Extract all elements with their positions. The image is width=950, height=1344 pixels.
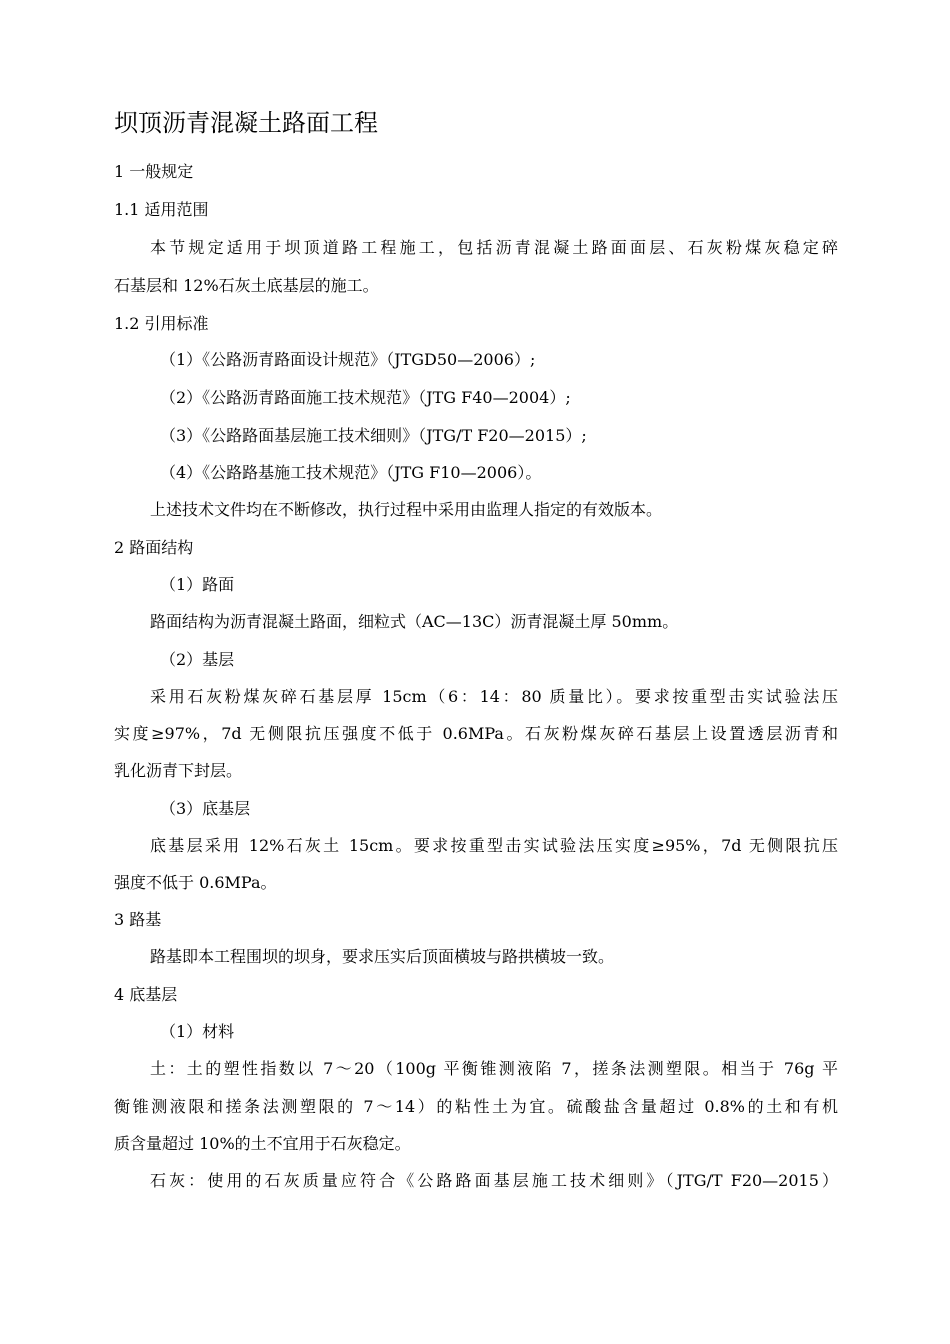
section-heading: 1 一般规定 — [114, 162, 194, 181]
paragraph-line: 衡锥测液限和搓条法测塑限的 7～14）的粘性土为宜。硫酸盐含量超过 0.8%的土和有机 — [114, 1097, 838, 1116]
section-heading: 2 路面结构 — [114, 538, 194, 557]
list-item: （1）材料 — [160, 1022, 235, 1041]
reference-item: （2）《公路沥青路面施工技术规范》（JTG F40—2004）; — [160, 388, 571, 407]
paragraph-line: 土：土的塑性指数以 7～20（100g 平衡锥测液陷 7，搓条法测塑限。相当于 76g 平 — [150, 1059, 838, 1078]
subsection-heading: 1.1 适用范围 — [114, 200, 209, 219]
paragraph-line: 实度≥97%，7d 无侧限抗压强度不低于 0.6MPa。石灰粉煤灰碎石基层上设置透层沥青和 — [114, 724, 838, 743]
paragraph-line: 石灰：使用的石灰质量应符合《公路路面基层施工技术细则》（JTG/T F20—2015） — [150, 1171, 838, 1190]
section-heading: 4 底基层 — [114, 985, 178, 1004]
list-item: （1）路面 — [160, 575, 235, 594]
reference-item: （1）《公路沥青路面设计规范》（JTGD50—2006）; — [160, 350, 536, 369]
document-title: 坝顶沥青混凝土路面工程 — [114, 109, 378, 137]
paragraph-line: 强度不低于 0.6MPa。 — [114, 873, 277, 892]
reference-item: （3）《公路路面基层施工技术细则》（JTG/T F20—2015）; — [160, 426, 587, 445]
subsection-heading: 1.2 引用标准 — [114, 314, 209, 333]
list-item: （3）底基层 — [160, 799, 251, 818]
reference-item: （4）《公路路基施工技术规范》（JTG F10—2006）。 — [160, 463, 542, 482]
paragraph-line: 乳化沥青下封层。 — [114, 761, 243, 780]
paragraph-line: 本节规定适用于坝顶道路工程施工，包括沥青混凝土路面面层、石灰粉煤灰稳定碎 — [150, 238, 838, 257]
paragraph-line: 采用石灰粉煤灰碎石基层厚 15cm（6：14：80 质量比）。要求按重型击实试验法压 — [150, 687, 838, 706]
paragraph-line: 石基层和 12%石灰土底基层的施工。 — [114, 276, 379, 295]
paragraph-line: 底基层采用 12%石灰土 15cm。要求按重型击实试验法压实度≥95%，7d 无侧限抗压 — [150, 836, 838, 855]
list-item: （2）基层 — [160, 650, 235, 669]
paragraph-line: 路面结构为沥青混凝土路面，细粒式（AC—13C）沥青混凝土厚 50mm。 — [150, 612, 679, 631]
section-heading: 3 路基 — [114, 910, 162, 929]
paragraph-line: 路基即本工程围坝的坝身，要求压实后顶面横坡与路拱横坡一致。 — [150, 947, 615, 966]
paragraph-line: 质含量超过 10%的土不宜用于石灰稳定。 — [114, 1134, 411, 1153]
paragraph-line: 上述技术文件均在不断修改，执行过程中采用由监理人指定的有效版本。 — [150, 500, 663, 519]
